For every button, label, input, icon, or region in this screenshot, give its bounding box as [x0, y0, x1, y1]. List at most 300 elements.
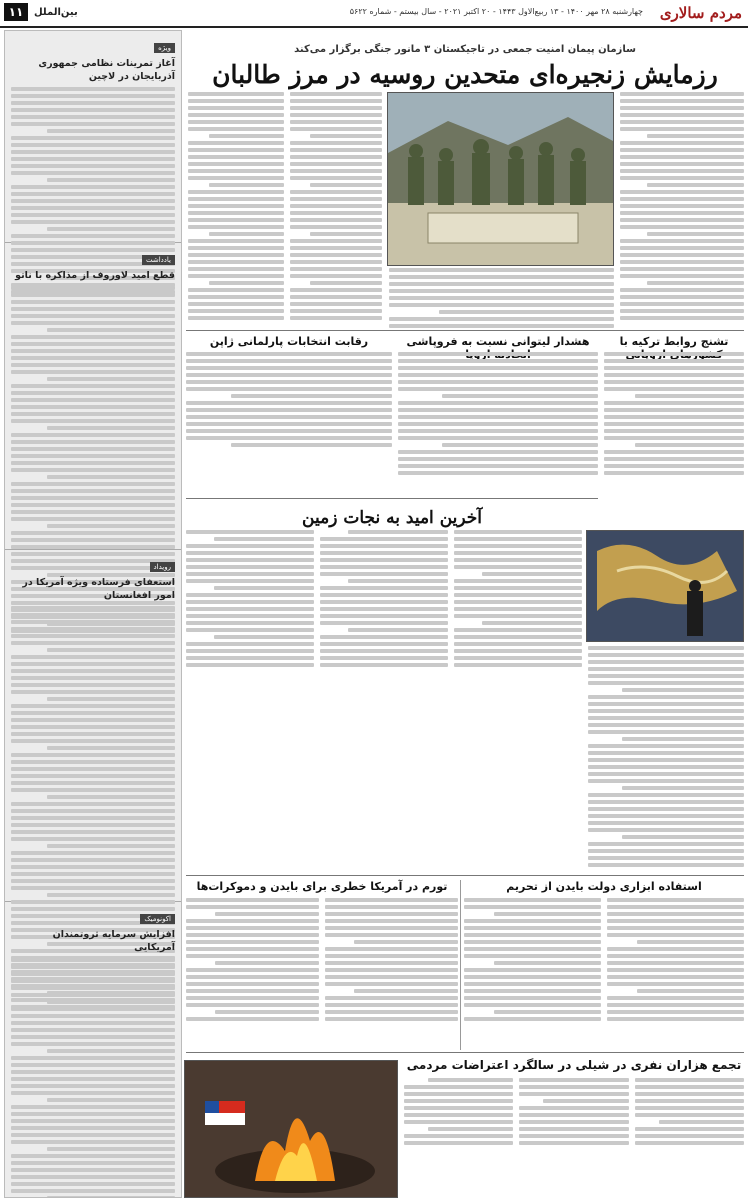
text-line: [320, 593, 448, 597]
text-line: [11, 293, 175, 297]
text-line: [290, 309, 382, 313]
text-line: [325, 1003, 458, 1007]
text-line: [620, 211, 744, 215]
text-line: [620, 253, 744, 257]
text-line: [11, 503, 175, 507]
text-line: [188, 169, 284, 173]
article-headline-sanctions: استفاده ابزاری دولت بایدن از تحریم: [506, 880, 702, 893]
text-line: [588, 681, 744, 685]
text-line: [389, 324, 614, 328]
text-line: [188, 295, 284, 299]
main-content: [186, 30, 744, 1196]
text-line: [588, 751, 744, 755]
divider: [186, 1052, 744, 1053]
text-line: [11, 1175, 175, 1179]
text-line: [635, 1085, 744, 1089]
text-line: [389, 303, 614, 307]
text-line: [620, 148, 744, 152]
text-line: [482, 621, 582, 625]
text-line: [11, 349, 175, 353]
text-line: [320, 586, 448, 590]
text-line: [404, 1134, 513, 1138]
text-line: [290, 225, 382, 229]
text-line: [588, 674, 744, 678]
divider: [186, 330, 744, 331]
text-line: [290, 302, 382, 306]
text-line: [11, 851, 175, 855]
text-line: [635, 1092, 744, 1096]
text-line: [188, 176, 284, 180]
text-line: [186, 933, 319, 937]
text-line: [398, 471, 598, 475]
text-line: [11, 711, 175, 715]
text-line: [494, 1010, 601, 1014]
text-line: [11, 136, 175, 140]
text-line: [588, 646, 744, 650]
text-line: [290, 274, 382, 278]
text-line: [11, 1070, 175, 1074]
text-line: [454, 628, 582, 632]
text-line: [464, 947, 601, 951]
text-line: [188, 204, 284, 208]
text-line: [11, 122, 175, 126]
text-line: [47, 178, 175, 182]
text-line: [11, 143, 175, 147]
text-line: [588, 702, 744, 706]
text-line: [11, 115, 175, 119]
text-line: [11, 886, 175, 890]
text-line: [11, 461, 175, 465]
text-line: [11, 545, 175, 549]
text-line: [588, 765, 744, 769]
text-line: [620, 204, 744, 208]
text-line: [186, 373, 392, 377]
text-line: [454, 551, 582, 555]
lead-kicker: سازمان پیمان امنیت جمعی در تاجیکستان ۳ مانور جنگی برگزار می‌کند: [294, 44, 636, 55]
sidebar-headline: استعفای فرستاده ویژه آمریکا در امور افغانستان: [22, 577, 175, 601]
text-line: [454, 593, 582, 597]
article-headline-inflation: تورم در آمریکا خطری برای بایدن و دموکرات‌ها: [196, 880, 448, 893]
text-line: [325, 954, 458, 958]
text-line: [290, 204, 382, 208]
issue-date-line: چهارشنبه ۲۸ مهر ۱۴۰۰ - ۱۳ ربیع‌الاول ۱۴۴۳ - ۲۰ اکتبر ۲۰۲۱ - سال بیستم - شماره ۵۶۲۲: [349, 7, 643, 16]
text-line: [186, 572, 314, 576]
text-line: [290, 288, 382, 292]
text-line: [454, 614, 582, 618]
text-line: [186, 621, 314, 625]
text-line: [186, 544, 314, 548]
text-line: [11, 454, 175, 458]
text-line: [11, 234, 175, 238]
text-line: [215, 1010, 319, 1014]
text-line: [11, 858, 175, 862]
text-line: [464, 898, 601, 902]
text-line: [11, 1035, 175, 1039]
text-line: [188, 260, 284, 264]
text-line: [209, 281, 284, 285]
text-line: [620, 218, 744, 222]
text-line: [464, 933, 601, 937]
sidebar-tag: ویژه: [154, 43, 175, 53]
text-line: [464, 1003, 601, 1007]
text-line: [188, 288, 284, 292]
text-line: [588, 758, 744, 762]
text-line: [464, 1017, 601, 1021]
text-line: [11, 1182, 175, 1186]
text-line: [439, 310, 615, 314]
text-line: [11, 101, 175, 105]
text-line: [186, 996, 319, 1000]
text-line: [11, 879, 175, 883]
text-line: [310, 281, 382, 285]
text-line: [11, 489, 175, 493]
text-line: [543, 1099, 628, 1103]
text-line: [47, 648, 175, 652]
column-divider: [460, 880, 461, 1050]
text-line: [454, 600, 582, 604]
text-line: [588, 828, 744, 832]
text-line: [188, 113, 284, 117]
text-line: [186, 905, 319, 909]
text-line: [404, 1099, 513, 1103]
text-line: [11, 872, 175, 876]
text-line: [11, 370, 175, 374]
text-line: [404, 1106, 513, 1110]
text-line: [47, 328, 175, 332]
text-line: [188, 239, 284, 243]
text-line: [188, 155, 284, 159]
text-line: [398, 464, 598, 468]
text-line: [186, 401, 392, 405]
text-line: [464, 975, 601, 979]
text-line: [588, 863, 744, 867]
text-line: [635, 1141, 744, 1145]
text-line: [604, 436, 744, 440]
text-line: [454, 530, 582, 534]
text-line: [188, 141, 284, 145]
climate-map-photo: [586, 530, 744, 642]
text-line: [607, 1017, 744, 1021]
text-line: [635, 1099, 744, 1103]
text-line: [186, 415, 392, 419]
text-line: [620, 113, 744, 117]
text-line: [11, 335, 175, 339]
text-line: [11, 965, 175, 969]
text-line: [588, 660, 744, 664]
text-line: [47, 227, 175, 231]
text-line: [11, 1112, 175, 1116]
text-line: [454, 565, 582, 569]
text-line: [620, 288, 744, 292]
text-line: [188, 127, 284, 131]
text-line: [231, 443, 392, 447]
text-line: [47, 524, 175, 528]
text-line: [11, 683, 175, 687]
text-line: [11, 321, 175, 325]
text-line: [428, 1078, 513, 1082]
text-line: [290, 211, 382, 215]
text-line: [186, 408, 392, 412]
text-line: [604, 401, 744, 405]
text-line: [11, 788, 175, 792]
text-line: [188, 92, 284, 96]
text-line: [186, 579, 314, 583]
text-line: [398, 415, 598, 419]
text-line: [11, 199, 175, 203]
text-line: [11, 94, 175, 98]
text-line: [11, 213, 175, 217]
text-line: [186, 359, 392, 363]
text-line: [588, 842, 744, 846]
text-line: [11, 1007, 175, 1011]
text-line: [398, 380, 598, 384]
text-line: [47, 1147, 175, 1151]
text-line: [398, 366, 598, 370]
text-line: [186, 649, 314, 653]
text-line: [620, 99, 744, 103]
text-line: [310, 183, 382, 187]
text-line: [11, 391, 175, 395]
text-line: [325, 996, 458, 1000]
text-line: [348, 530, 448, 534]
text-line: [607, 947, 744, 951]
text-line: [47, 795, 175, 799]
text-line: [186, 663, 314, 667]
masthead: [0, 0, 748, 28]
divider: [186, 498, 598, 499]
text-line: [290, 197, 382, 201]
text-line: [404, 1085, 513, 1089]
text-line: [11, 286, 175, 290]
text-line: [604, 387, 744, 391]
text-line: [454, 663, 582, 667]
text-line: [348, 628, 448, 632]
text-line: [607, 926, 744, 930]
text-line: [454, 544, 582, 548]
text-line: [464, 926, 601, 930]
text-line: [290, 113, 382, 117]
text-line: [519, 1092, 628, 1096]
text-line: [11, 627, 175, 631]
text-line: [398, 429, 598, 433]
text-line: [607, 933, 744, 937]
text-line: [11, 781, 175, 785]
text-line: [325, 926, 458, 930]
text-line: [11, 725, 175, 729]
text-line: [186, 607, 314, 611]
text-line: [464, 968, 601, 972]
text-line: [290, 190, 382, 194]
text-line: [325, 919, 458, 923]
text-line: [620, 176, 744, 180]
text-line: [454, 558, 582, 562]
text-line: [519, 1078, 628, 1082]
text-line: [186, 436, 392, 440]
text-line: [320, 565, 448, 569]
text-line: [186, 600, 314, 604]
text-line: [320, 551, 448, 555]
article-body-lithuania: [398, 352, 598, 492]
sidebar-headline: قطع امید لاوروف از مذاکره با ناتو: [15, 270, 175, 281]
text-line: [11, 1028, 175, 1032]
text-line: [620, 190, 744, 194]
article-headline-turkey: تشنج روابط ترکیه با: [619, 335, 729, 348]
text-line: [464, 940, 601, 944]
text-line: [604, 450, 744, 454]
text-line: [290, 267, 382, 271]
text-line: [11, 419, 175, 423]
text-line: [325, 1010, 458, 1014]
text-line: [188, 99, 284, 103]
text-line: [442, 443, 598, 447]
article-body-earth: [186, 530, 582, 870]
text-line: [389, 275, 614, 279]
text-line: [11, 482, 175, 486]
text-line: [398, 373, 598, 377]
text-line: [389, 296, 614, 300]
text-line: [186, 422, 392, 426]
text-line: [47, 1196, 175, 1198]
text-line: [620, 155, 744, 159]
text-line: [11, 767, 175, 771]
text-line: [320, 537, 448, 541]
text-line: [604, 429, 744, 433]
text-line: [607, 968, 744, 972]
text-line: [11, 816, 175, 820]
text-line: [188, 246, 284, 250]
text-line: [290, 260, 382, 264]
text-line: [604, 471, 744, 475]
article-body-japan: [186, 352, 392, 462]
article-body-inflation: [186, 898, 458, 1048]
text-line: [11, 87, 175, 91]
text-line: [215, 961, 319, 965]
text-line: [635, 443, 744, 447]
text-line: [620, 92, 744, 96]
text-line: [588, 772, 744, 776]
text-line: [188, 197, 284, 201]
sidebar-text: [11, 958, 175, 1198]
text-line: [620, 302, 744, 306]
text-line: [464, 919, 601, 923]
text-line: [47, 475, 175, 479]
text-line: [188, 190, 284, 194]
text-line: [454, 537, 582, 541]
text-line: [11, 192, 175, 196]
text-line: [47, 1000, 175, 1004]
text-line: [186, 366, 392, 370]
text-line: [11, 676, 175, 680]
text-line: [325, 898, 458, 902]
text-line: [620, 120, 744, 124]
text-line: [214, 586, 314, 590]
text-line: [604, 422, 744, 426]
text-line: [620, 274, 744, 278]
text-line: [11, 220, 175, 224]
text-line: [635, 1106, 744, 1110]
text-line: [320, 558, 448, 562]
text-line: [11, 356, 175, 360]
text-line: [604, 415, 744, 419]
lead-column-3: [188, 92, 284, 322]
text-line: [588, 716, 744, 720]
text-line: [11, 830, 175, 834]
text-line: [47, 1049, 175, 1053]
text-line: [11, 510, 175, 514]
article-headline-japan: رقابت انتخابات پارلمانی ژاپن: [209, 335, 369, 348]
text-line: [620, 295, 744, 299]
text-line: [186, 387, 392, 391]
text-line: [186, 558, 314, 562]
text-line: [11, 1105, 175, 1109]
article-body-chile: [404, 1078, 744, 1196]
text-line: [290, 239, 382, 243]
text-line: [398, 387, 598, 391]
text-line: [325, 912, 458, 916]
text-line: [464, 905, 601, 909]
text-line: [11, 774, 175, 778]
text-line: [186, 982, 319, 986]
text-line: [588, 695, 744, 699]
text-line: [454, 642, 582, 646]
text-line: [320, 649, 448, 653]
text-line: [607, 905, 744, 909]
sidebar-item: [5, 243, 181, 550]
text-line: [647, 281, 744, 285]
text-line: [519, 1085, 628, 1089]
article-body-earth-2: [588, 646, 744, 870]
text-line: [588, 723, 744, 727]
text-line: [620, 106, 744, 110]
text-line: [325, 975, 458, 979]
text-line: [11, 363, 175, 367]
text-line: [11, 865, 175, 869]
text-line: [320, 621, 448, 625]
text-line: [188, 267, 284, 271]
text-line: [188, 106, 284, 110]
text-line: [588, 730, 744, 734]
text-line: [635, 1134, 744, 1138]
text-line: [186, 614, 314, 618]
text-line: [620, 316, 744, 320]
text-line: [188, 302, 284, 306]
lead-column-1: [620, 92, 744, 322]
text-line: [186, 530, 314, 534]
text-line: [398, 422, 598, 426]
text-line: [389, 282, 614, 286]
text-line: [11, 517, 175, 521]
text-line: [11, 108, 175, 112]
text-line: [11, 1133, 175, 1137]
sidebar-tag: رویداد: [150, 562, 175, 572]
text-line: [398, 352, 598, 356]
text-line: [310, 232, 382, 236]
sidebar-item: [5, 902, 181, 1188]
text-line: [464, 989, 601, 993]
text-line: [11, 433, 175, 437]
text-line: [290, 127, 382, 131]
article-headline-lithuania: هشدار لیتوانی نسبت به فروپاشی: [406, 335, 590, 348]
text-line: [11, 979, 175, 983]
text-line: [209, 232, 284, 236]
text-line: [11, 171, 175, 175]
text-line: [11, 1140, 175, 1144]
text-line: [607, 961, 744, 965]
text-line: [320, 614, 448, 618]
text-line: [588, 709, 744, 713]
text-line: [11, 958, 175, 962]
text-line: [11, 468, 175, 472]
